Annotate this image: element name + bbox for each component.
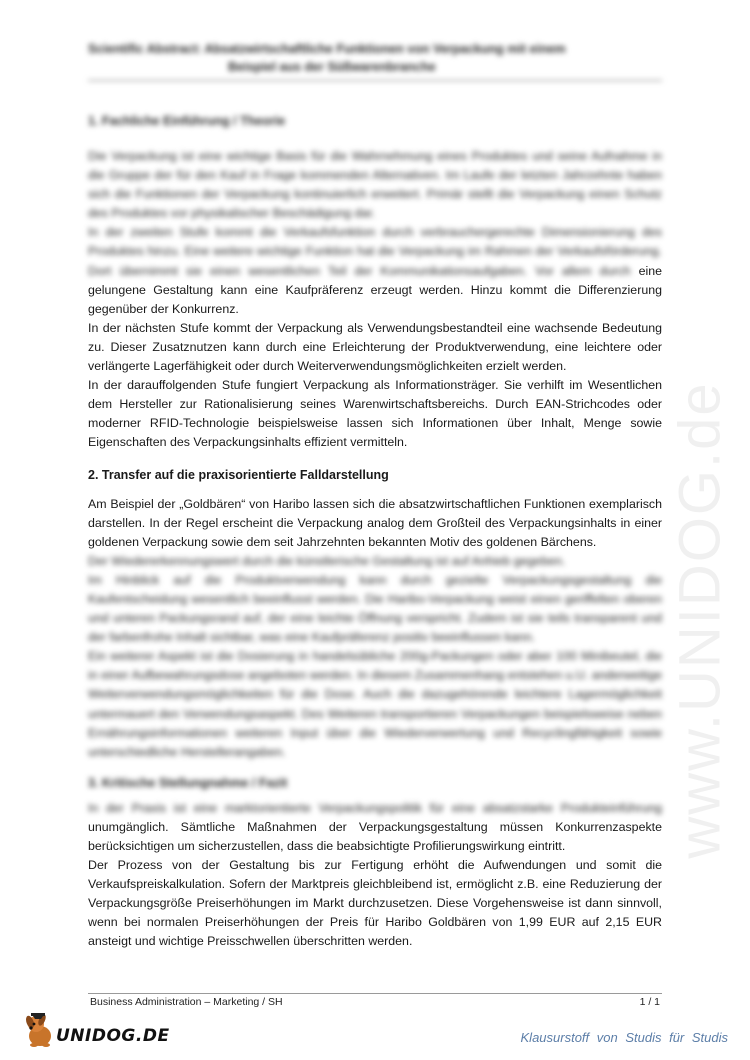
- tagline: Klausurstoff von Studis für Studis: [520, 1030, 728, 1045]
- dog-mascot-icon: [22, 1012, 58, 1050]
- section-1-paragraph-3: In der nächsten Stufe kommt der Verpackung als Verwendungsbestandteil eine wachsende Bedeutung zu. Dieser Zusatznutzen kann durch eine Erleichterung der Produktverwendung, eine leichtere oder verlängerte Lagerfähigkeit oder durch Weiterverwendungsmöglichkeiten erzielt werden.: [88, 320, 662, 374]
- section-1-paragraph-2-blurred: In der zweiten Stufe kommt die Verkaufsfunktion durch verbrauchergerechte Dimensionierung des Produktes hinzu. Eine weitere wichtige Funktion hat die Verpackung im Rahmen der Verkaufsförderung. Dort übernimmt sie einen wesentlichen Teil der Kommunikationsaufgaben. Vor allem durch: [88, 225, 662, 278]
- section-2-heading: 2. Transfer auf die praxisorientierte Falldarstellung: [88, 467, 389, 482]
- section-2-paragraph-1: Am Beispiel der „Goldbären“ von Haribo lassen sich die absatzwirtschaftlichen Funktionen exemplarisch darstellen. In der Regel erscheint die Verpackung analog dem Großteil des Verpackungsinhalts in einer goldenen Verpackung sowie dem seit Jahrzehnten bekannten Motiv des goldenen Bärchens.: [88, 496, 662, 549]
- watermark: www.UNIDOG.de: [667, 381, 733, 859]
- section-2-paragraph-4: Ein weiterer Aspekt ist die Dosierung in handelsübliche 200g-Packungen oder aber 100 Minibeutel, die in einer Aufbewahrungsdose angeboten werden. In diesem Zusammenhang entstehen u.U. anderweitige Weiterverwendungsmöglichkeiten für die Dose. Auch die dazugehörende leichtere Lagermöglichkeit untermauert den Verwendungsaspekt. Des Weiteren transportieren Verpackungen beispielsweise neben Ernährungsinformationen weiteren Input über die Wiederverwertung und Recyclingfähigkeit sowie unterschiedliche Herstellerangaben.: [88, 649, 662, 759]
- section-1-heading: 1. Fachliche Einführung / Theorie: [88, 114, 286, 128]
- section-3-heading: 3. Kritische Stellungnahme / Fazit: [88, 775, 288, 790]
- title-line-1: Scientific Abstract: Absatzwirtschaftliche Funktionen von Verpackung mit einem: [88, 42, 566, 56]
- footer-divider: [88, 993, 662, 994]
- section-3-paragraph-1-clear: unumgänglich. Sämtliche Maßnahmen der Verpackungsgestaltung müssen Konkurrenzaspekte berücksichtigen um sicherzustellen, dass die beabsichtigte Profilierungswirkung eintritt.: [88, 819, 662, 853]
- footer-page-number: 1 / 1: [639, 996, 660, 1008]
- section-1-paragraph-1: Die Verpackung ist eine wichtige Basis für die Wahrnehmung eines Produktes und seine Aufnahme in die Gruppe der für den Kauf in Frage kommenden Alternativen. Im Laufe der letzten Jahrzehnte haben sich die Funktionen der Verpackung kontinuierlich erweitert. Primär stellt die Verpackung einen Schutz des Produktes vor physikalischer Beschädigung dar.: [88, 149, 662, 221]
- section-3-paragraph-2: Der Prozess von der Gestaltung bis zur Fertigung erhöht die Aufwendungen und somit die Verkaufspreiskalkulation. Sofern der Marktpreis gleichbleibend ist, ermöglicht z.B. eine Reduzierung der Verpackungsgröße Preiserhöhungen im Markt durchzusetzen. Diese Vorgehensweise ist dann sinnvoll, wenn bei normalen Preiserhöhungen der Preis für Haribo Goldbären von 1,99 EUR auf 2,15 EUR ansteigt und wichtige Preisschwellen überschritten werden.: [88, 858, 662, 949]
- footer-course: Business Administration – Marketing / SH: [90, 996, 283, 1008]
- section-1-paragraph-2: [88, 223, 662, 318]
- section-3-paragraph-1: [88, 799, 662, 856]
- section-3-paragraph-1-blurred: In der Praxis ist eine marktorientierte Verpackungspolitik für eine absatzstarke Produkteinführung: [88, 800, 662, 815]
- logo-text: UNIDOG.DE: [56, 1026, 170, 1046]
- title-line-2: Beispiel aus der Süßwarenbranche: [228, 60, 436, 74]
- section-2-paragraph-3: Im Hinblick auf die Produktverwendung kann durch gezielte Verpackungsgestaltung die Kaufentscheidung wesentlich beeinflusst werden. Die Haribo-Verpackung weist einen geriffelten oberen und unteren Packungsrand auf, der eine leichte Öffnung verspricht. Zudem ist sie teils transparent und der farbenfrohe Inhalt sichtbar, was eine Kaufpräferenz positiv beeinflussen kann.: [88, 572, 662, 645]
- section-1-paragraph-4: In der darauffolgenden Stufe fungiert Verpackung als Informationsträger. Sie verhilft im Wesentlichen dem Hersteller zur Rationalisierung seines Warenwirtschaftsbereichs. Durch EAN-Strichcodes oder moderner RFID-Technologie beispielsweise lassen sich Informationen über Inhalt, Menge sowie Eigenschaften des Verpackungsinhalts effizient vermitteln.: [88, 378, 662, 450]
- document-title: [88, 40, 662, 81]
- document-body: [88, 106, 662, 952]
- unidog-logo[interactable]: [22, 1012, 182, 1052]
- section-1-paragraph-2-clear: eine gelungene Gestaltung kann eine Kaufpräferenz erzeugt werden. Hinzu kommt die Differenzierung gegenüber der Konkurrenz.: [88, 263, 662, 316]
- section-2-paragraph-2: Der Wiedererkennungswert durch die künstlerische Gestaltung ist auf Anhieb gegeben.: [88, 553, 566, 568]
